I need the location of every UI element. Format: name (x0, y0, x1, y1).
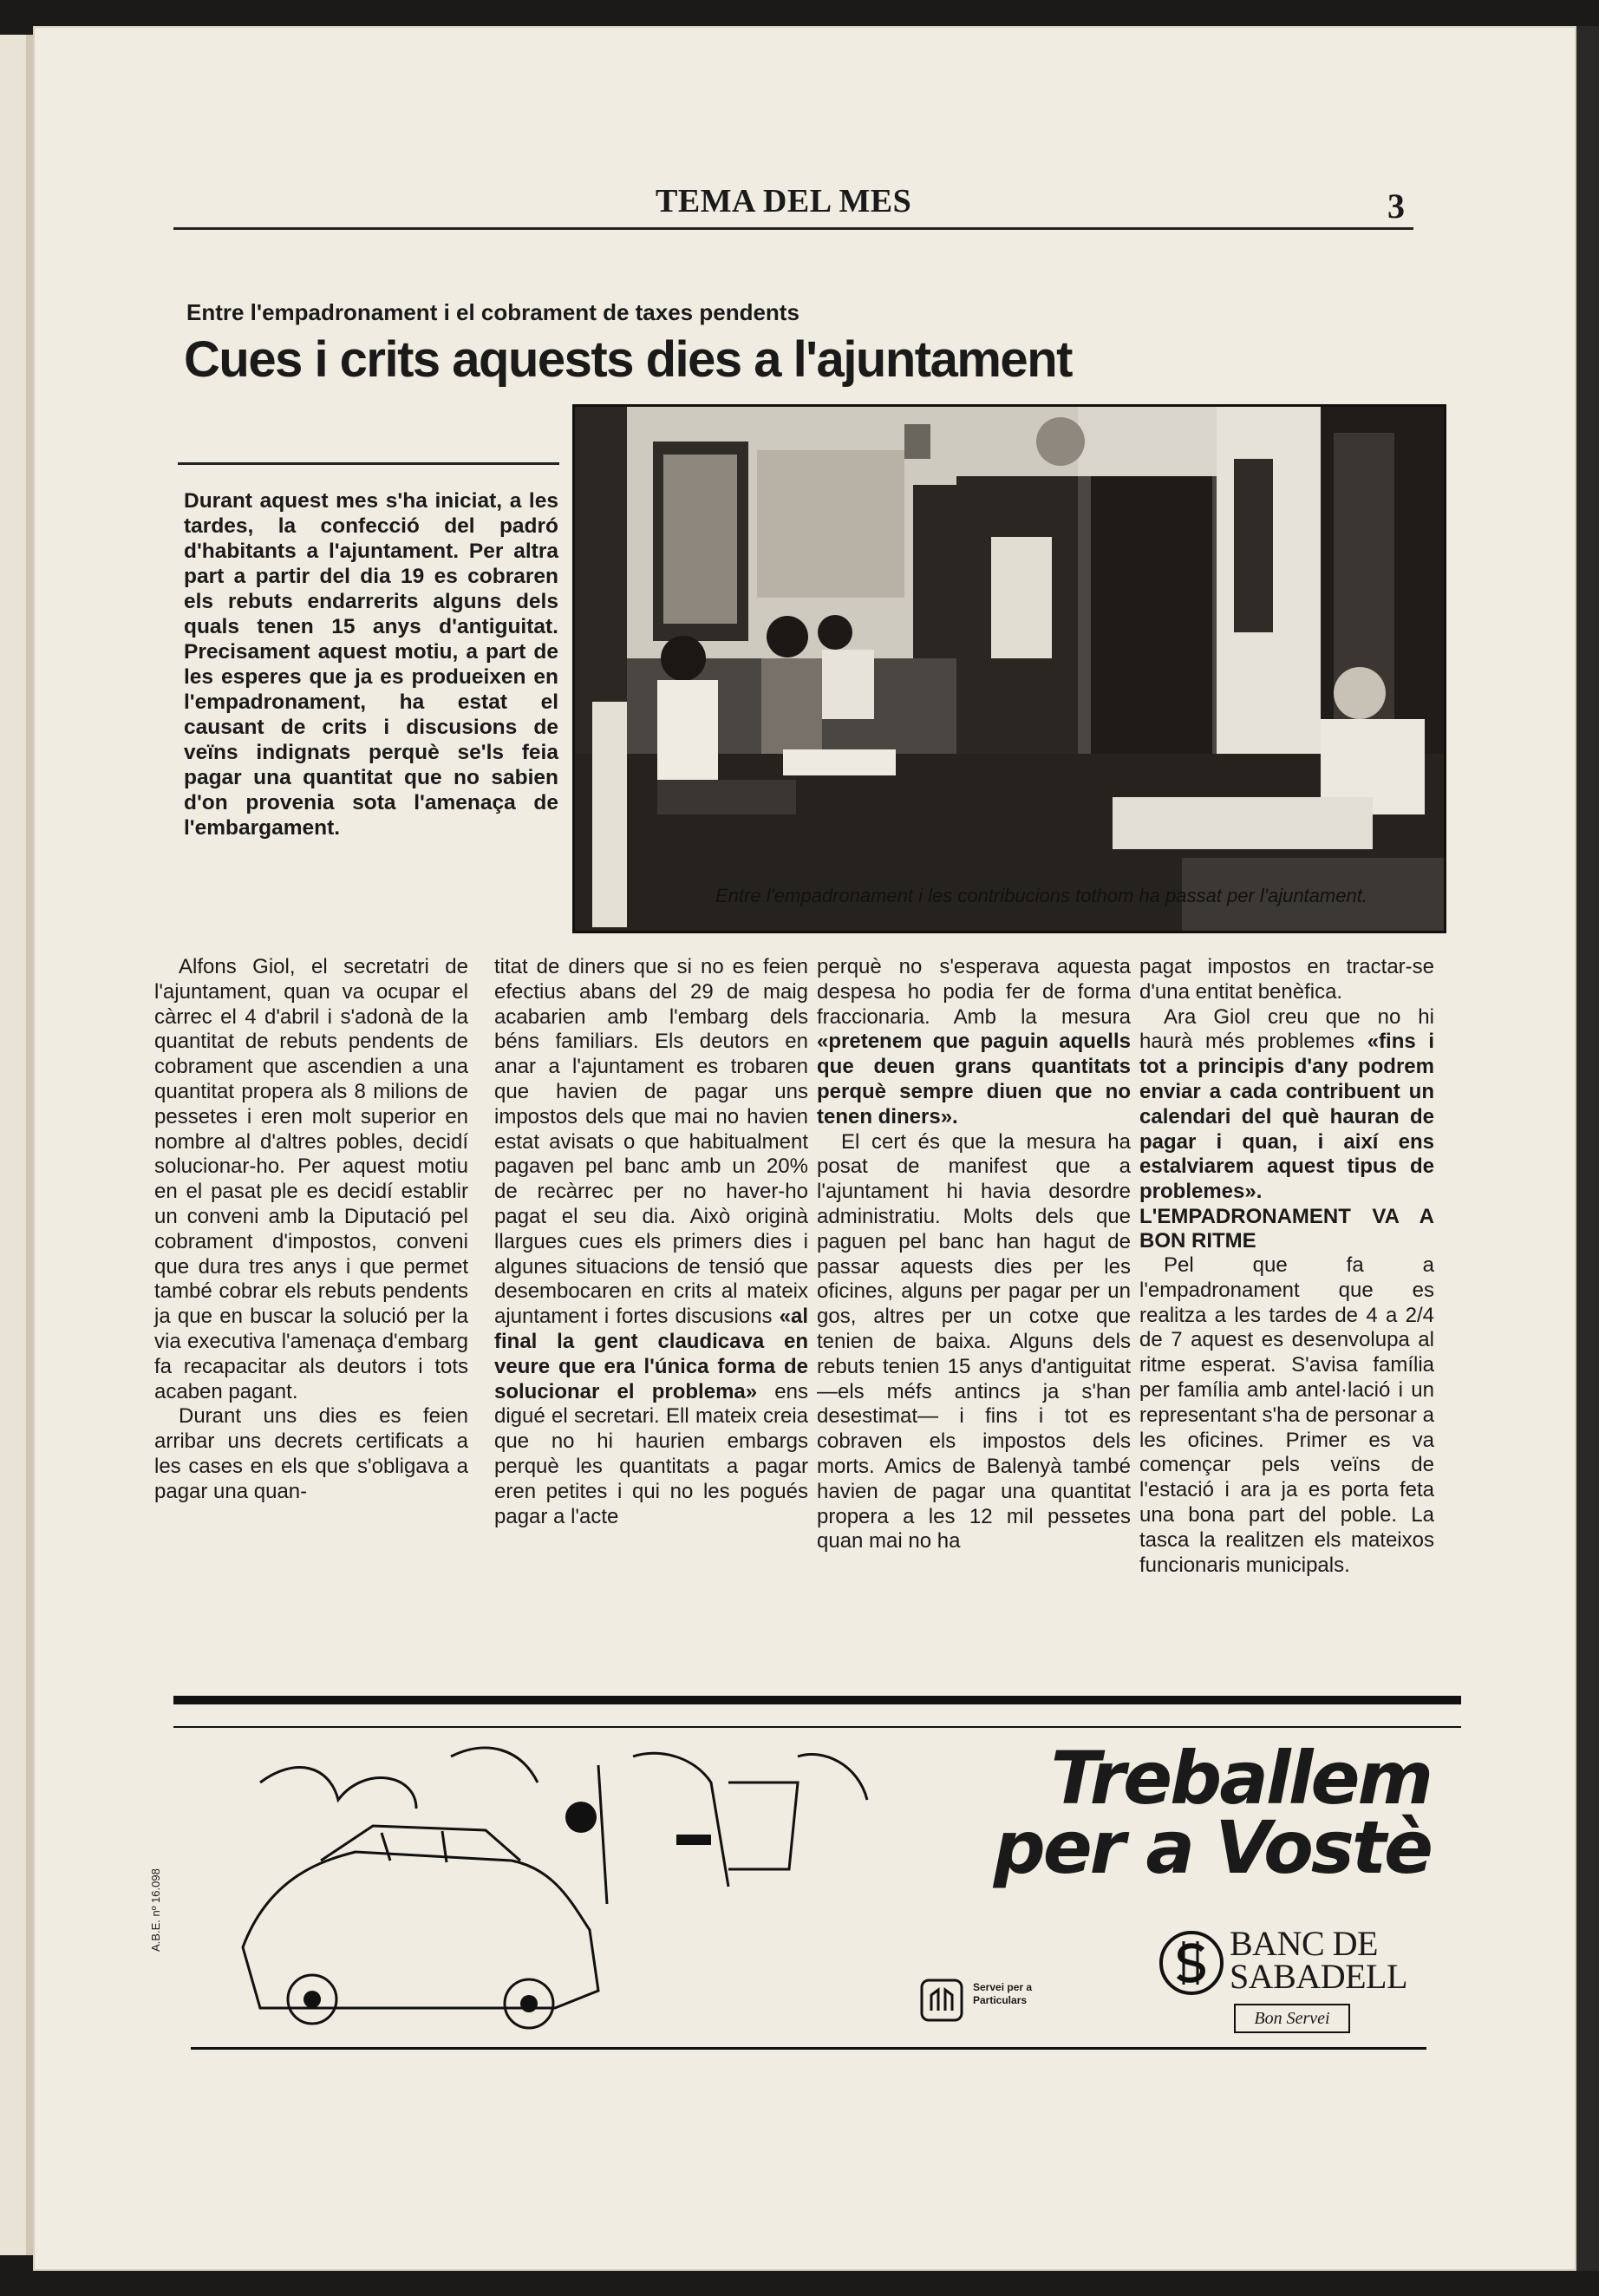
servei-particulars-label: Servei per a Particulars (973, 1981, 1033, 2006)
banc-sabadell-logo-icon (1158, 1929, 1225, 1997)
slogan-line-2: per a Vostè (993, 1805, 1431, 1890)
paragraph: Alfons Giol, el secretatri de l'ajuntament, quan va ocupar el càrrec el 4 d'abril i s'adonà de la quantitat de rebuts pendents de cobrament que ascendien a una quantitat propera als 8 milions de pessetes i eren molt superior en nombre al d'altres pobles, decidí solucionar-ho. Per aquest motiu en el pasat ple es decidí establir un conveni amb la Diputació pel cobrament d'impostos, conveni que dura tres anys i que permet també cobrar els rebuts pendents ja que en buscar la solució per la via executiva l'amenaça d'embarg fa recapacitar als deutors i tots acaben pagant. (154, 955, 468, 1403)
bank-name-line-2: SABADELL (1230, 1957, 1407, 1996)
paragraph (817, 955, 1131, 1130)
article-photo (572, 404, 1446, 933)
advert-slogan (919, 1736, 1431, 1890)
paragraph-text: titat de diners que si no es feien efectius abans del 29 de maig acabarien amb l'embarg dels béns familiars. Els deutors en anar a l'ajuntament es trobaren que havien de pagar uns impostos dels que mai no havien estat avisats o que habitualment pagaven pel banc amb un 20% de recàrrec per no haver-ho pagat el seu dia. Això originà llargues cues els primers dies i algunes situacions de tensió que desembocaren en crits al mateix ajuntament i fortes discusions (494, 955, 808, 1329)
article-column-2 (494, 955, 808, 1529)
car-drawing (191, 1730, 919, 2044)
quote-bold: «fins i tot a principis d'any podrem enviar a cada contribuent un calendari del què hauran de pagar i quan, i així ens estalviarem aquest tipus de problemes». (1139, 1030, 1434, 1204)
spine-edge (26, 35, 33, 2255)
paragraph (1139, 1005, 1434, 1205)
header-rule (173, 227, 1413, 230)
paragraph-text: ens digué el secretari. Ell mateix creia que no hi haurien embargs perquè les quantitats a pagar eren petites i qui no les pogués pagar a l'acte (494, 1379, 808, 1528)
page-right-edge (1576, 26, 1599, 2271)
advert-car-illustration (191, 1730, 919, 2044)
quote-bold: «al final la gent claudicava en veure que era l'única forma de solucionar el problema» (494, 1305, 808, 1403)
slogan-line-1: Treballem (1050, 1736, 1431, 1821)
article-headline: Cues i crits aquests dies a l'ajuntament (184, 331, 1072, 388)
advert-thin-rule (173, 1726, 1461, 1728)
paragraph: Durant uns dies es feien arribar uns decrets certificats a les cases en els que s'obligava a pagar una quan- (154, 1404, 468, 1503)
advert-registration-code: A.B.E. nº 16.098 (149, 1868, 162, 1952)
paragraph-text: Ara Giol creu que no hi haurà més problemes (1139, 1004, 1434, 1054)
bank-motto: Bon Servei (1234, 2004, 1350, 2033)
paragraph: pagat impostos en tractar-se d'una entitat benèfica. (1139, 955, 1434, 1004)
page-number: 3 (1387, 186, 1405, 226)
advert-bottom-rule (191, 2047, 1426, 2050)
article-column-3 (817, 955, 1131, 1554)
photo-caption: Entre l'empadronament i les contribucions tothom ha passat per l'ajuntament. (715, 885, 1367, 906)
article-kicker: Entre l'empadronament i el cobrament de taxes pendents (186, 299, 800, 325)
article-lead: Durant aquest mes s'ha iniciat, a les tardes, la confecció del padró d'habitants a l'ajuntament. Per altra part a partir del dia 19 es cobraren els rebuts endarrerits alguns dels quals tenen 15 anys d'antiguitat. Precisament aquest motiu, a part de les esperes que ja es produeixen en l'empadronament, ha estat el causant de crits i discusions de veïns indignats perquè se'ls feia pagar una quantitat que no sabien d'on provenia sota l'amenaça de l'embargament. (184, 489, 558, 840)
paragraph (494, 955, 808, 1529)
article-column-4 (1139, 955, 1434, 1578)
bank-name-line-1: BANC DE (1230, 1924, 1378, 1963)
lead-rule (178, 462, 559, 465)
advert-top-rule (173, 1696, 1461, 1704)
paragraph: El cert és que la mesura ha posat de manifest que a l'ajuntament hi havia desordre administratiu. Molts dels que paguen pel banc han hagut de passar aquests dies per les oficines, alguns per pagar per un gos, altres per un cotxe que tenien de baixa. Alguns dels rebuts tenien 15 anys d'antiguitat —els méfs antincs ja s'han desestimat— i fins i tot es cobraven els impostos dels morts. Amics de Balenyà també havien de pagar una quantitat propera a les 12 mil pessetes quan mai no ha (817, 1129, 1131, 1554)
paragraph: Pel que fa a l'empadronament que es realitza a les tardes de 4 a 2/4 de 7 aquest es desenvolupa al ritme esperat. S'avisa família per família amb antel·lació i un representant s'ha de personar a les oficines. Primer es va començar pels veïns de l'estació i ara ja es porta feta una bona part del poble. La tasca la realitzen els mateixos funcionaris municipals. (1139, 1253, 1434, 1577)
article-subhead: L'EMPADRONAMENT VA A BON RITME (1139, 1204, 1434, 1253)
paragraph-text: perquè no s'esperava aquesta despesa ho podia fer de forma fraccionaria. Amb la mesura (817, 955, 1131, 1029)
quote-bold: «pretenem que paguin aquells que deuen grans quantitats perquè sempre diuen que no tenen diners». (817, 1030, 1131, 1128)
servei-particulars-icon (919, 1978, 964, 2023)
bank-name (1230, 1924, 1407, 1996)
photo-illustration (575, 407, 1444, 931)
section-title: TEMA DEL MES (656, 183, 912, 219)
article-column-1 (154, 955, 468, 1505)
